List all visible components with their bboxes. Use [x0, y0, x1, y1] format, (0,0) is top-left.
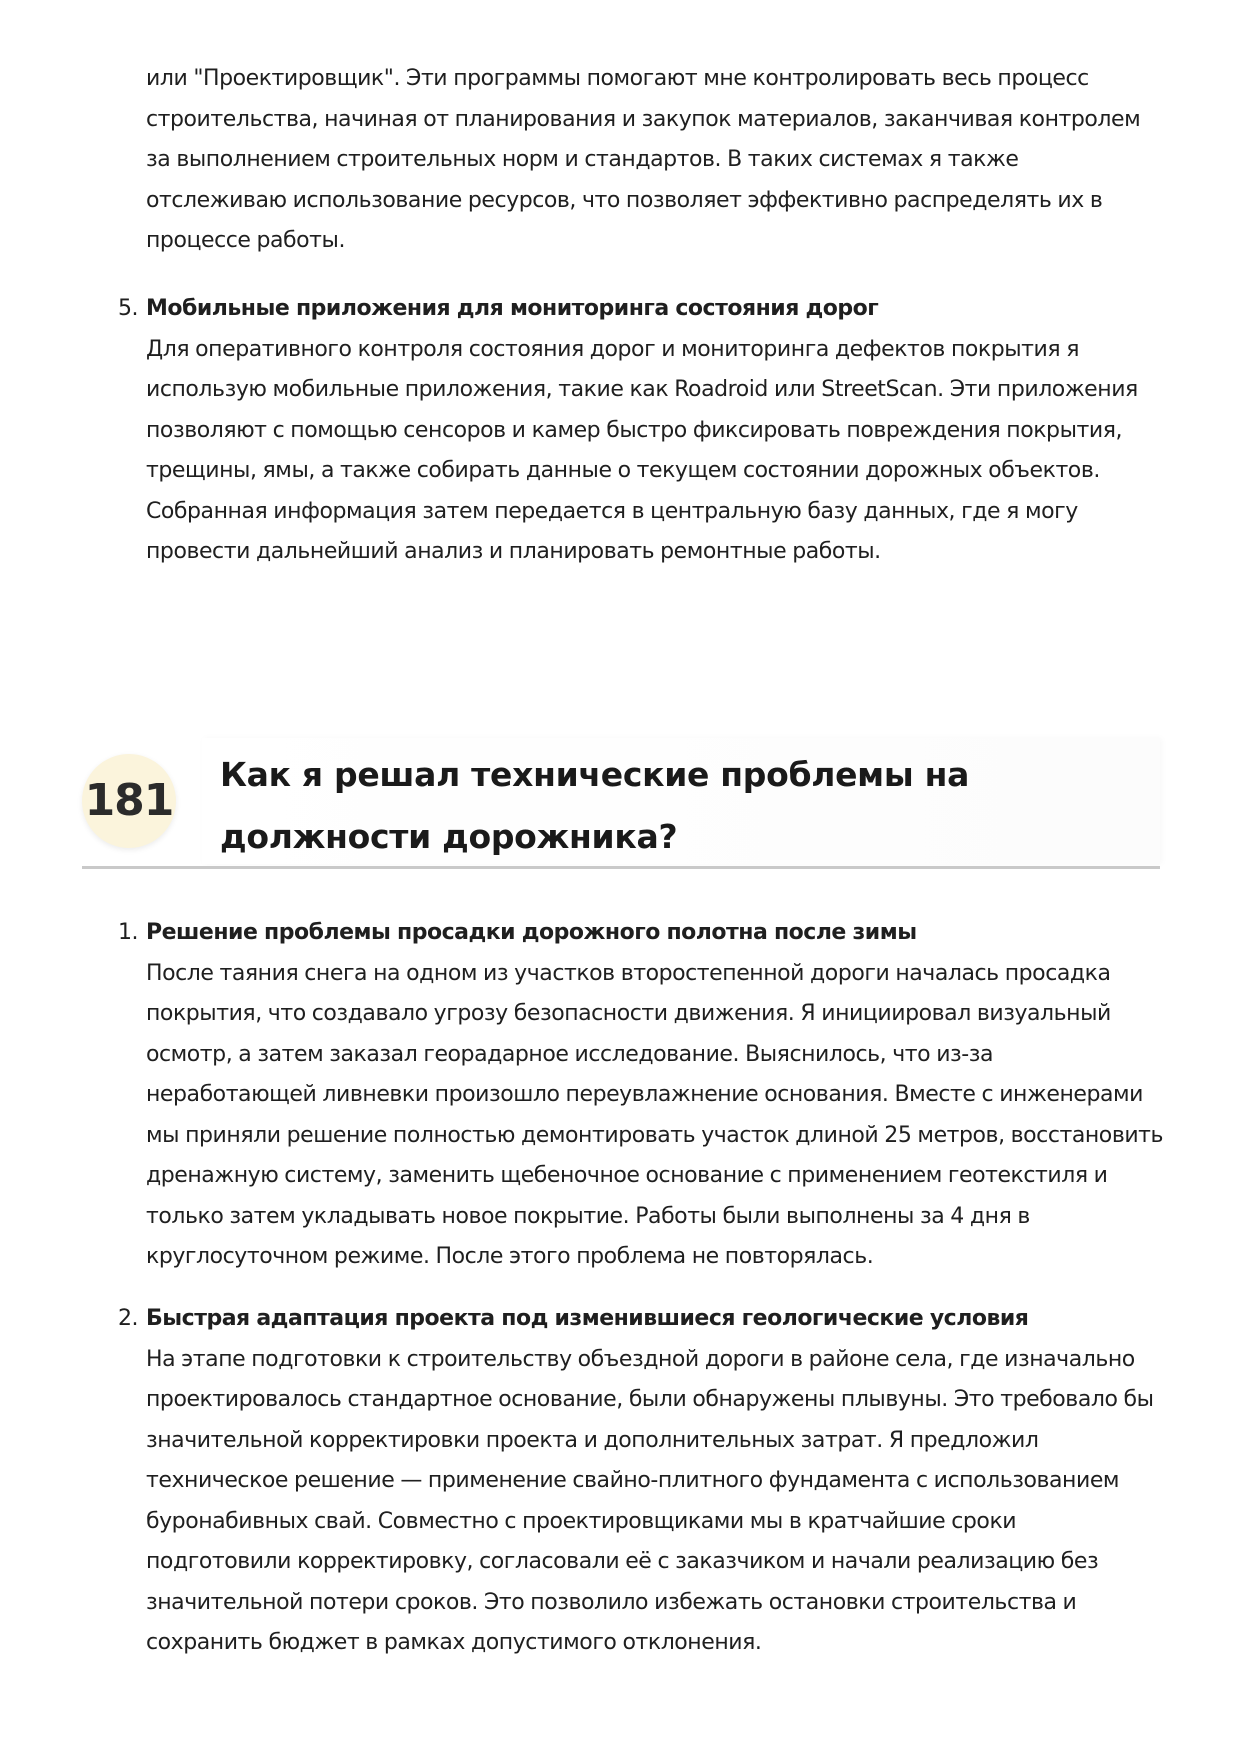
section-number: 181	[84, 775, 174, 826]
list-item-title: Мобильные приложения для мониторинга состояния дорог	[146, 296, 879, 321]
list-item-text: После таяния снега на одном из участков второстепенной дороги началась просадка покрытия, что создавало угрозу безопасности движения. Я инициировал визуальный осмотр, а затем заказал георадарное исследование. Выяснилось, что из-за неработающей ливневки произошло переувлажнение основания. Вместе с инженерами мы приняли решение полностью демонтировать участок длиной 25 метров, восстановить дренажную систему, заменить щебеночное основание с применением геотекстиля и только затем укладывать новое покрытие. Работы были выполнены за 4 дня в круглосуточном режиме. После этого проблема не повторялась.	[146, 960, 1164, 1269]
list-item-title: Решение проблемы просадки дорожного полотна после зимы	[146, 920, 917, 945]
list-item-number: 5.	[118, 296, 139, 321]
section-divider	[82, 866, 1160, 869]
list-item-text: Для оперативного контроля состояния дорог и мониторинга дефектов покрытия я использую мобильные приложения, такие как Roadroid или StreetScan. Эти приложения позволяют с помощью сенсоров и камер быстро фиксировать повреждения покрытия, трещины, ямы, а также собирать данные о текущем состоянии дорожных объектов. Собранная информация затем передается в центральную базу данных, где я могу провести дальнейший анализ и планировать ремонтные работы.	[146, 336, 1138, 564]
section-title: Как я решал технические проблемы на должности дорожника?	[220, 755, 970, 856]
list-item-number: 2.	[118, 1306, 139, 1331]
list-item-text: На этапе подготовки к строительству объездной дороги в районе села, где изначально проектировалось стандартное основание, были обнаружены плывуны. Это требовало бы значительной корректировки проекта и дополнительных затрат. Я предложил техническое решение — применение свайно-плитного фундамента с использованием буронабивных свай. Совместно с проектировщиками мы в кратчайшие сроки подготовили корректировку, согласовали её с заказчиком и начали реализацию без значительной потери сроков. Это позволило избежать остановки строительства и сохранить бюджет в рамках допустимого отклонения.	[146, 1346, 1154, 1655]
section-number-badge	[82, 754, 176, 848]
list-item-title: Быстрая адаптация проекта под изменившиеся геологические условия	[146, 1306, 1029, 1331]
list-item-number: 1.	[118, 920, 139, 945]
previous-item-paragraph: или "Проектировщик". Эти программы помогают мне контролировать весь процесс строительства, начиная от планирования и закупок материалов, заканчивая контролем за выполнением строительных норм и стандартов. В таких системах я также отслеживаю использование ресурсов, что позволяет эффективно распределять их в процессе работы.	[146, 66, 1141, 253]
list-item	[118, 913, 1166, 1278]
section-header	[82, 738, 1160, 870]
list-item	[118, 289, 1166, 573]
list-item	[118, 1299, 1166, 1664]
